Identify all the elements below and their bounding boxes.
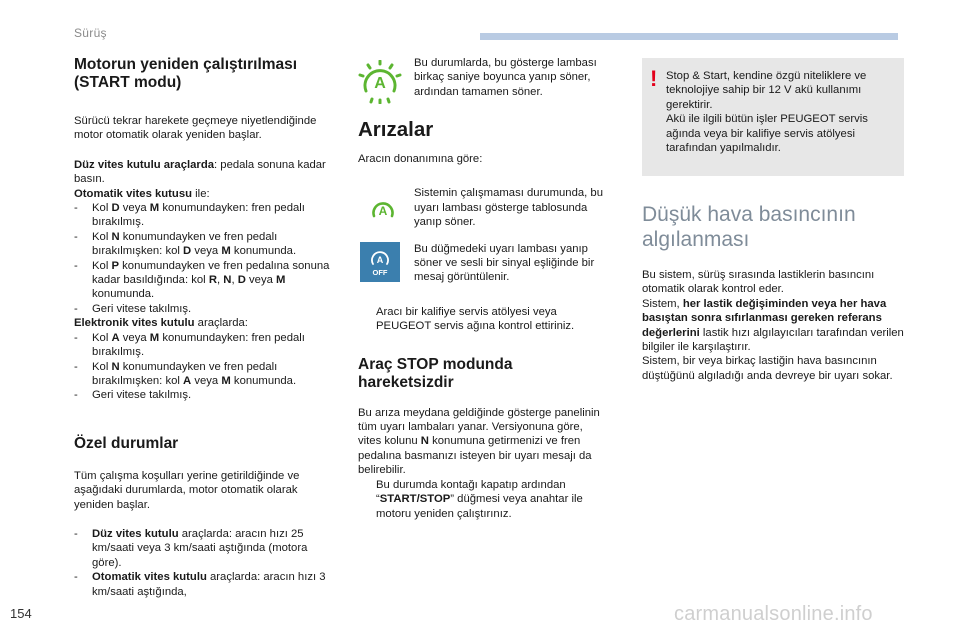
list-item: - Geri vitese takılmış. [74,302,192,315]
fault-indicator-text: Sistemin çalışmaması durumunda, bu uyarı lambası gösterge tablosunda yanıp söner. [414,187,603,229]
battery-note-box [642,58,904,176]
electronic-gearbox-heading [74,316,336,330]
list-item: - Kol N konumundayken ve fren pedalı bırakılmışken: kol A veya M konumunda. [74,360,297,387]
electronic-gearbox-bold: Elektronik vites kutulu [74,317,195,330]
warning-exclamation-icon: ! [650,66,658,91]
note-text-2: Akü ile ilgili bütün işler PEUGEOT servis ağında veya bir kalifiye servis atölyesi tarafından yapılmalıdır. [666,113,868,155]
column-2 [358,56,608,521]
manual-gearbox-bold: Düz vites kutulu araçlarda [74,158,215,171]
indicator-blink-text: Bu durumlarda, bu gösterge lambası birkaç saniye boyunca yanıp söner, ardından tamamen söner. [414,57,597,98]
special-intro: Tüm çalışma koşulları yerine getirildiğinde ve aşağıdaki durumlarda, motor otomatik olarak yeniden başlar. [74,469,300,511]
start-indicator-row [358,56,608,104]
start-mode-title [74,56,336,92]
faults-title: Arızalar [358,118,434,141]
fault-indicator-row [358,186,608,229]
stop-mode-title: Araç STOP modunda hareketsizdir [358,355,513,391]
electronic-gearbox-rest: araçlarda: [194,317,248,330]
bullet-arrow-icon [358,305,376,334]
stop-start-green-icon [358,60,402,104]
stop-start-off-button-icon [360,242,400,282]
button-indicator-row [358,242,608,285]
auto-gearbox-heading [74,187,336,201]
header-section-label: Sürüş [74,26,107,40]
column-1 [74,56,336,599]
svg-text:OFF: OFF [372,267,388,277]
list-item: - Kol P konumundayken ve fren pedalına sonuna kadar basıldığında: kol R, N, D veya M konumunda. [74,259,330,301]
header-bar [480,33,898,40]
note-text-1: Stop & Start, kendine özgü niteliklere ve teknolojiye sahip bir 12 V akü kullanımı gerektirir. [666,70,867,111]
stop-mode-bullet: Bu durumda kontağı kapatıp ardından “START/STOP” düğmesi veya anahtar ile motoru yeniden çalıştırınız. [358,478,608,521]
tyre-pressure-title: Düşük hava basıncının algılanması [642,203,856,251]
pressure-text-d: Sistem, bir veya birkaç lastiğin hava basıncının düştüğünü algıladığı anda devreye bir uyarı sokar. [642,355,893,382]
auto-gearbox-rest: ile: [192,187,210,200]
svg-text:A: A [376,254,384,265]
list-item: - Geri vitese takılmış. [74,389,192,402]
manual-gearbox-text [74,158,336,187]
column-3 [642,202,904,383]
special-cases-title: Özel durumlar [74,434,179,452]
stop-start-fault-icon [370,198,396,222]
button-indicator-text: Bu düğmedeki uyarı lambası yanıp söner ve sesli bir sinyal eşliğinde bir mesaj görüntülenir. [414,242,595,284]
list-item: - Kol D veya M konumundayken: fren pedalı bırakılmış. [74,202,305,229]
faults-intro: Aracın donanımına göre: [358,153,483,165]
start-intro: Sürücü tekrar harekete geçmeye niyetlendiğinde motor otomatik olarak yeniden başlar. [74,115,317,142]
list-item: - Kol A veya M konumundayken: fren pedalı bırakılmış. [74,331,305,359]
svg-text:A: A [378,204,388,219]
auto-gearbox-bold: Otomatik vites kutusu [74,187,193,200]
bullet-arrow-icon [358,478,376,521]
stop-mode-text: Bu arıza meydana geldiğinde gösterge panelinin tüm uyarı lambaları yanar. Versiyonuna göre, vites kolunu N konumuna getirmenizi ve fren pedalına basmanızı isteyen bir uyarı mesajı da belirebilir. [358,406,600,477]
svg-text:A: A [374,75,386,92]
list-item: - Kol N konumundayken ve fren pedalı bırakılmışken: kol D veya M konumunda. [74,230,297,258]
watermark: carmanualsonline.info [674,603,873,625]
list-item: - Otomatik vites kutulu araçlarda: aracın hızı 3 km/saati aştığında, [74,571,326,598]
page-number: 154 [10,606,32,621]
start-mode-title-line2: (START modu) [74,74,182,91]
start-mode-title-line1: Motorun yeniden çalıştırılması [74,56,298,73]
list-item: - Düz vites kutulu araçlarda: aracın hızı 25 km/saati veya 3 km/saati aştığında (motora göre). [74,527,308,569]
manual-gearbox-rest: : pedala sonuna kadar basın. [74,158,326,186]
service-bullet: Aracı bir kalifiye servis atölyesi veya PEUGEOT servis ağına kontrol ettiriniz. [358,305,608,334]
pressure-text-a: Bu sistem, sürüş sırasında lastiklerin basıncını otomatik olarak kontrol eder. [642,269,875,296]
pressure-text-b: Sistem, her lastik değişiminden veya her hava basıştan sonra sıfırlanması gereken referans değerlerini lastik hızı algılayıcıları tarafından verilen bilgiler ile karşılaştırır. [642,297,904,354]
